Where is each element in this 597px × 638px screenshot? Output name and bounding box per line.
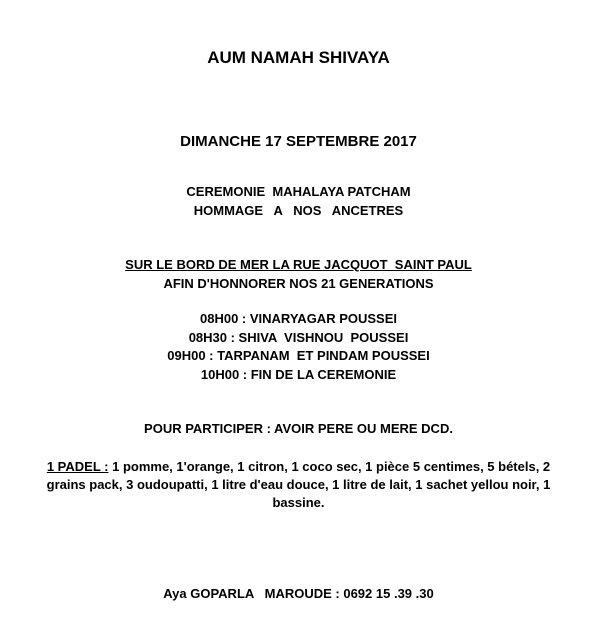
ceremony-subtitle: HOMMAGE A NOS ANCETRES	[193, 203, 404, 218]
schedule-item-1000: 10H00 : FIN DE LA CEREMONIE	[200, 367, 397, 382]
padel-items: 1 pomme, 1'orange, 1 citron, 1 coco sec, 1 pièce 5 centimes, 5 bétels, 2 grains pack, 3 oudoupatti, 1 litre d'eau douce, 1 litre de lait, 1 sachet yellou noir, 1 bassine.	[46, 459, 551, 510]
page-title: AUM NAMAH SHIVAYA	[207, 48, 390, 67]
contact-line: Aya GOPARLA MAROUDE : 0692 15 .39 .30	[163, 586, 434, 601]
purpose-line: AFIN D'HONNORER NOS 21 GENERATIONS	[163, 276, 434, 291]
schedule-item-0800: 08H00 : VINARYAGAR POUSSEI	[200, 311, 397, 326]
schedule-item-0830: 08H30 : SHIVA VISHNOU POUSSEI	[188, 330, 409, 345]
location-line: SUR LE BORD DE MER LA RUE JACQUOT SAINT PAUL	[125, 257, 472, 272]
schedule-item-0900: 09H00 : TARPANAM ET PINDAM POUSSEI	[167, 348, 430, 363]
padel-list	[30, 458, 567, 512]
padel-label: 1 PADEL :	[46, 459, 109, 474]
event-date: DIMANCHE 17 SEPTEMBRE 2017	[180, 133, 417, 150]
ceremony-name: CEREMONIE MAHALAYA PATCHAM	[186, 184, 411, 199]
participation-requirement: POUR PARTICIPER : AVOIR PERE OU MERE DCD.	[144, 421, 453, 436]
